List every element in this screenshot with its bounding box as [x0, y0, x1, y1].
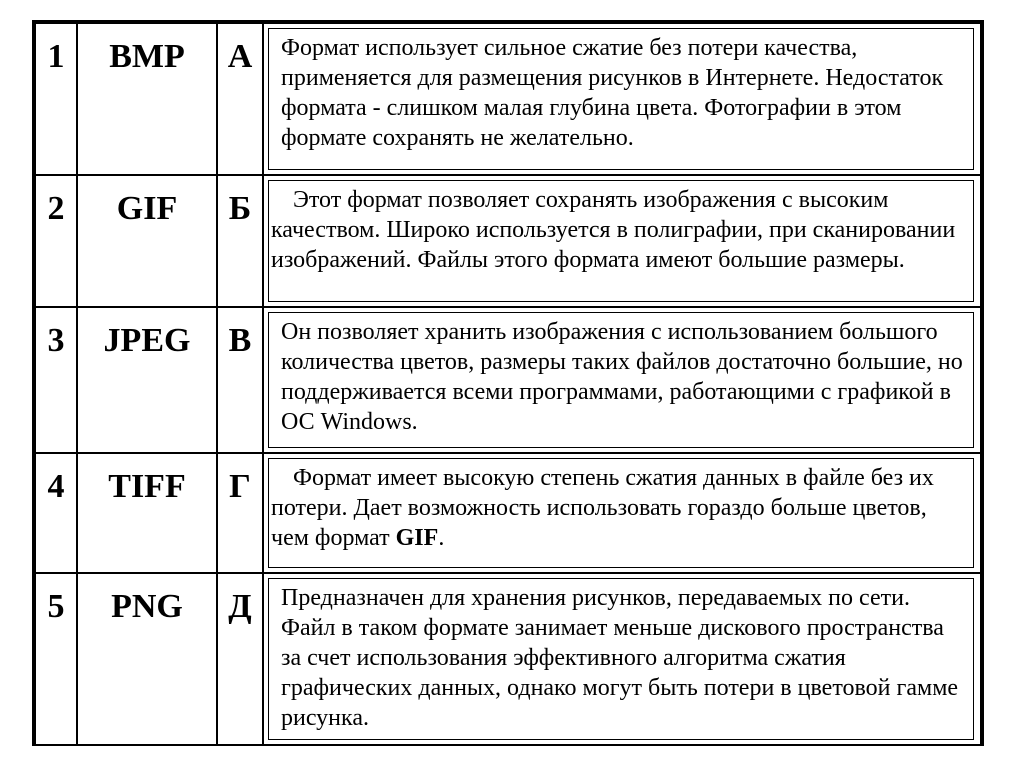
table-row — [35, 23, 981, 175]
description-text: Формат использует сильное сжатие без потери качества, применяется для размещения рисунков в Интернете. Недостаток формата - слишком малая глубина цвета. Фотографии в этом формате сохранять не желательно. — [268, 28, 974, 170]
description-text: Предназначен для хранения рисунков, передаваемых по сети. Файл в таком формате занимает меньше дискового пространства за счет использования эффективного алгоритма сжатия графических данных, однако могут быть потери в цветовой гамме рисунка. — [268, 578, 974, 740]
answer-letter: В — [217, 307, 263, 453]
description-text-start: Формат имеет высокую степень сжатия данных в файле без их потери. Дает возможность использовать гораздо больше цветов, чем формат — [271, 465, 934, 551]
formats-table — [34, 22, 982, 746]
description-cell — [263, 175, 981, 307]
description-text: Этот формат позволяет сохранять изображения с высоким качеством. Широко используется в полиграфии, при сканировании изображений. Файлы этого формата имеют большие размеры. — [268, 180, 974, 302]
format-name: JPEG — [77, 307, 217, 453]
description-cell — [263, 573, 981, 745]
table-row — [35, 175, 981, 307]
description-text-bold: GIF — [395, 525, 439, 551]
format-name: TIFF — [77, 453, 217, 573]
description-text-end: . — [438, 525, 445, 551]
description-text — [268, 458, 974, 568]
row-number: 3 — [35, 307, 77, 453]
table-row — [35, 573, 981, 745]
row-number: 5 — [35, 573, 77, 745]
row-number: 1 — [35, 23, 77, 175]
format-name: PNG — [77, 573, 217, 745]
table-row — [35, 307, 981, 453]
table-row — [35, 453, 981, 573]
answer-letter: Г — [217, 453, 263, 573]
format-name: GIF — [77, 175, 217, 307]
answer-letter: Д — [217, 573, 263, 745]
row-number: 4 — [35, 453, 77, 573]
description-cell — [263, 453, 981, 573]
row-number: 2 — [35, 175, 77, 307]
description-cell — [263, 307, 981, 453]
answer-letter: А — [217, 23, 263, 175]
formats-table-frame — [32, 20, 984, 746]
description-cell — [263, 23, 981, 175]
answer-letter: Б — [217, 175, 263, 307]
format-name: BMP — [77, 23, 217, 175]
description-text: Он позволяет хранить изображения с использованием большого количества цветов, размеры таких файлов достаточно большие, но поддерживается всеми программами, работающими с графикой в ОС Windows. — [268, 312, 974, 448]
